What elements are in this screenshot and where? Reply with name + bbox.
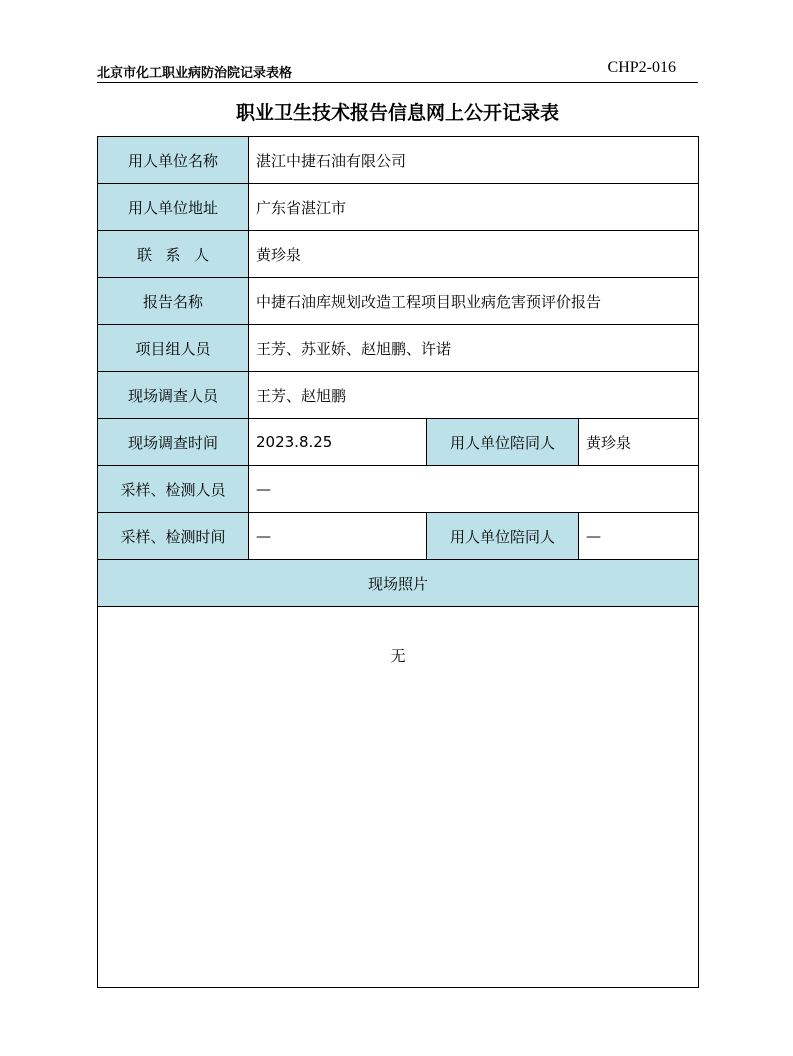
contact-label: 联系人 — [98, 231, 249, 278]
form-header — [97, 58, 698, 83]
row-project-team — [98, 325, 699, 372]
employer-name-label: 用人单位名称 — [98, 137, 249, 184]
form-code: CHP2-016 — [607, 59, 676, 76]
row-photos-body — [98, 607, 699, 988]
row-contact — [98, 231, 699, 278]
organization-name: 北京市化工职业病防治院记录表格 — [97, 66, 293, 81]
site-photos-label: 现场照片 — [98, 560, 699, 607]
sampling-staff-value: — — [249, 466, 699, 513]
row-sampling-time — [98, 513, 699, 560]
row-sampling-staff — [98, 466, 699, 513]
site-survey-time-label: 现场调查时间 — [98, 419, 249, 466]
project-team-value: 王芳、苏亚娇、赵旭鹏、许诺 — [249, 325, 699, 372]
report-name-label: 报告名称 — [98, 278, 249, 325]
sampling-companion-label: 用人单位陪同人 — [427, 513, 579, 560]
row-report-name — [98, 278, 699, 325]
survey-companion-label: 用人单位陪同人 — [427, 419, 579, 466]
site-survey-staff-label: 现场调查人员 — [98, 372, 249, 419]
report-name-value: 中捷石油库规划改造工程项目职业病危害预评价报告 — [249, 278, 699, 325]
sampling-staff-label: 采样、检测人员 — [98, 466, 249, 513]
employer-address-value: 广东省湛江市 — [249, 184, 699, 231]
contact-value: 黄珍泉 — [249, 231, 699, 278]
site-survey-time-value: 2023.8.25 — [249, 419, 427, 466]
row-employer-address — [98, 184, 699, 231]
site-photos-content: 无 — [390, 647, 406, 665]
row-employer-name — [98, 137, 699, 184]
sampling-companion-value: — — [579, 513, 699, 560]
row-site-survey-time — [98, 419, 699, 466]
employer-address-label: 用人单位地址 — [98, 184, 249, 231]
row-photos-header — [98, 560, 699, 607]
record-table — [97, 136, 699, 988]
site-photos-area — [98, 607, 699, 988]
row-site-survey-staff — [98, 372, 699, 419]
document-title: 职业卫生技术报告信息网上公开记录表 — [235, 102, 559, 124]
employer-name-value: 湛江中捷石油有限公司 — [249, 137, 699, 184]
site-survey-staff-value: 王芳、赵旭鹏 — [249, 372, 699, 419]
sampling-time-label: 采样、检测时间 — [98, 513, 249, 560]
project-team-label: 项目组人员 — [98, 325, 249, 372]
sampling-time-value: — — [249, 513, 427, 560]
survey-companion-value: 黄珍泉 — [579, 419, 699, 466]
